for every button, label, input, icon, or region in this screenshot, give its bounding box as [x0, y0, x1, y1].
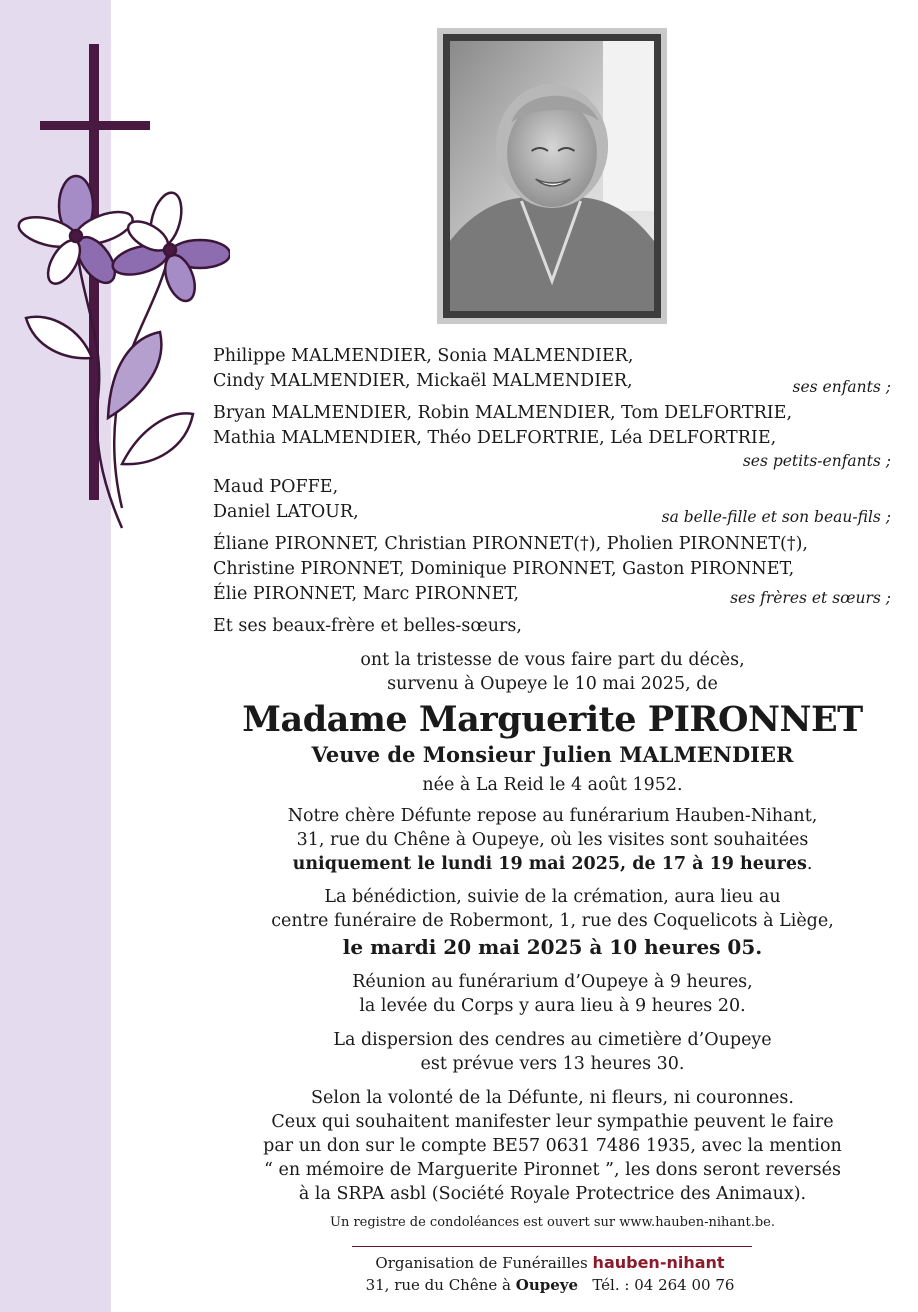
ashes-line: est prévue vers 13 heures 30. — [420, 1054, 685, 1074]
visitation-block — [200, 804, 905, 876]
footer-brand: hauben-nihant — [592, 1253, 725, 1272]
wishes-line: à la SRPA asbl (Société Royale Protectrice des Animaux). — [298, 1184, 807, 1204]
others-line — [213, 614, 893, 639]
portrait-photo — [450, 41, 654, 311]
wishes-line: Selon la volonté de la Défunte, ni fleurs, ni couronnes. — [311, 1088, 794, 1108]
visitation-line: 31, rue du Chêne à Oupeye, où les visites sont souhaitées — [296, 830, 809, 850]
ceremony-date-end: . — [755, 935, 763, 959]
announcement — [200, 648, 905, 696]
visitation-time-bold: uniquement le lundi 19 mai 2025, de 17 à 19 heures — [292, 854, 807, 874]
ashes-block — [200, 1028, 905, 1076]
siblings-line: Christine PIRONNET, Dominique PIRONNET, Gaston PIRONNET, — [213, 559, 795, 579]
children-line: Philippe MALMENDIER, Sonia MALMENDIER, — [213, 346, 634, 366]
visitation-time-end: . — [806, 854, 813, 874]
wishes-line: Ceux qui souhaitent manifester leur sympathie peuvent le faire — [271, 1112, 834, 1132]
birth-info: née à La Reid le 4 août 1952. — [422, 775, 683, 795]
in-laws-line: Daniel LATOUR, — [213, 502, 359, 522]
grandchildren-line: Mathia MALMENDIER, Théo DELFORTRIE, Léa DELFORTRIE, — [213, 428, 777, 448]
grandchildren-role: ses petits-enfants ; — [742, 452, 891, 470]
meeting-line: la levée du Corps y aura lieu à 9 heures 20. — [359, 996, 746, 1016]
meeting-line: Réunion au funérarium d’Oupeye à 9 heures, — [352, 972, 753, 992]
footer-divider — [352, 1246, 752, 1247]
grandchildren-block — [213, 401, 893, 451]
violet-flower-icon — [16, 176, 230, 528]
grandchildren-line: Bryan MALMENDIER, Robin MALMENDIER, Tom DELFORTRIE, — [213, 403, 793, 423]
deceased-name: Madame Marguerite PIRONNET — [242, 699, 863, 740]
visitation-time — [200, 852, 905, 876]
children-line: Cindy MALMENDIER, Mickaël MALMENDIER, — [213, 371, 633, 391]
others-text: Et ses beaux-frère et belles-sœurs, — [213, 616, 522, 636]
deceased-block — [200, 699, 905, 797]
footer-org: Organisation de Funérailles — [375, 1254, 588, 1272]
footer-town: Oupeye — [515, 1276, 579, 1294]
wishes-line: “ en mémoire de Marguerite Pironnet ”, les dons seront reversés — [264, 1160, 841, 1180]
siblings-line: Élie PIRONNET, Marc PIRONNET, — [213, 584, 520, 604]
portrait-frame — [437, 28, 667, 324]
ceremony-date-bold: le mardi 20 mai 2025 à 10 heures 05 — [342, 935, 756, 959]
footer-address: 31, rue du Chêne à — [365, 1276, 511, 1294]
footer-address-line — [300, 1276, 800, 1294]
children-block — [213, 344, 893, 394]
meeting-block — [200, 970, 905, 1018]
ceremony-line: centre funéraire de Robermont, 1, rue des Coquelicots à Liège, — [271, 911, 834, 931]
ceremony-date — [200, 933, 905, 961]
ceremony-line: La bénédiction, suivie de la crémation, aura lieu au — [324, 887, 781, 907]
footer-org-line — [300, 1253, 800, 1272]
siblings-line: Éliane PIRONNET, Christian PIRONNET(†), Pholien PIRONNET(†), — [213, 534, 808, 554]
widow-of: Veuve de Monsieur Julien MALMENDIER — [311, 742, 794, 767]
ceremony-block — [200, 885, 905, 961]
announcement-line: ont la tristesse de vous faire part du décès, — [360, 650, 745, 670]
cross-flower-decoration — [10, 38, 230, 538]
visitation-line: Notre chère Défunte repose au funérarium Hauben-Nihant, — [287, 806, 818, 826]
register-note — [200, 1214, 905, 1232]
wishes-block — [200, 1086, 905, 1206]
ashes-line: La dispersion des cendres au cimetière d’Oupeye — [333, 1030, 772, 1050]
footer-phone: Tél. : 04 264 00 76 — [592, 1276, 735, 1294]
in-laws-role: sa belle-fille et son beau-fils ; — [661, 508, 891, 526]
siblings-role: ses frères et sœurs ; — [730, 589, 891, 607]
children-role: ses enfants ; — [792, 378, 891, 396]
wishes-line: par un don sur le compte BE57 0631 7486 1935, avec la mention — [263, 1136, 842, 1156]
register-text: Un registre de condoléances est ouvert sur www.hauben-nihant.be. — [329, 1215, 775, 1230]
announcement-line: survenu à Oupeye le 10 mai 2025, de — [387, 674, 718, 694]
in-laws-line: Maud POFFE, — [213, 477, 339, 497]
